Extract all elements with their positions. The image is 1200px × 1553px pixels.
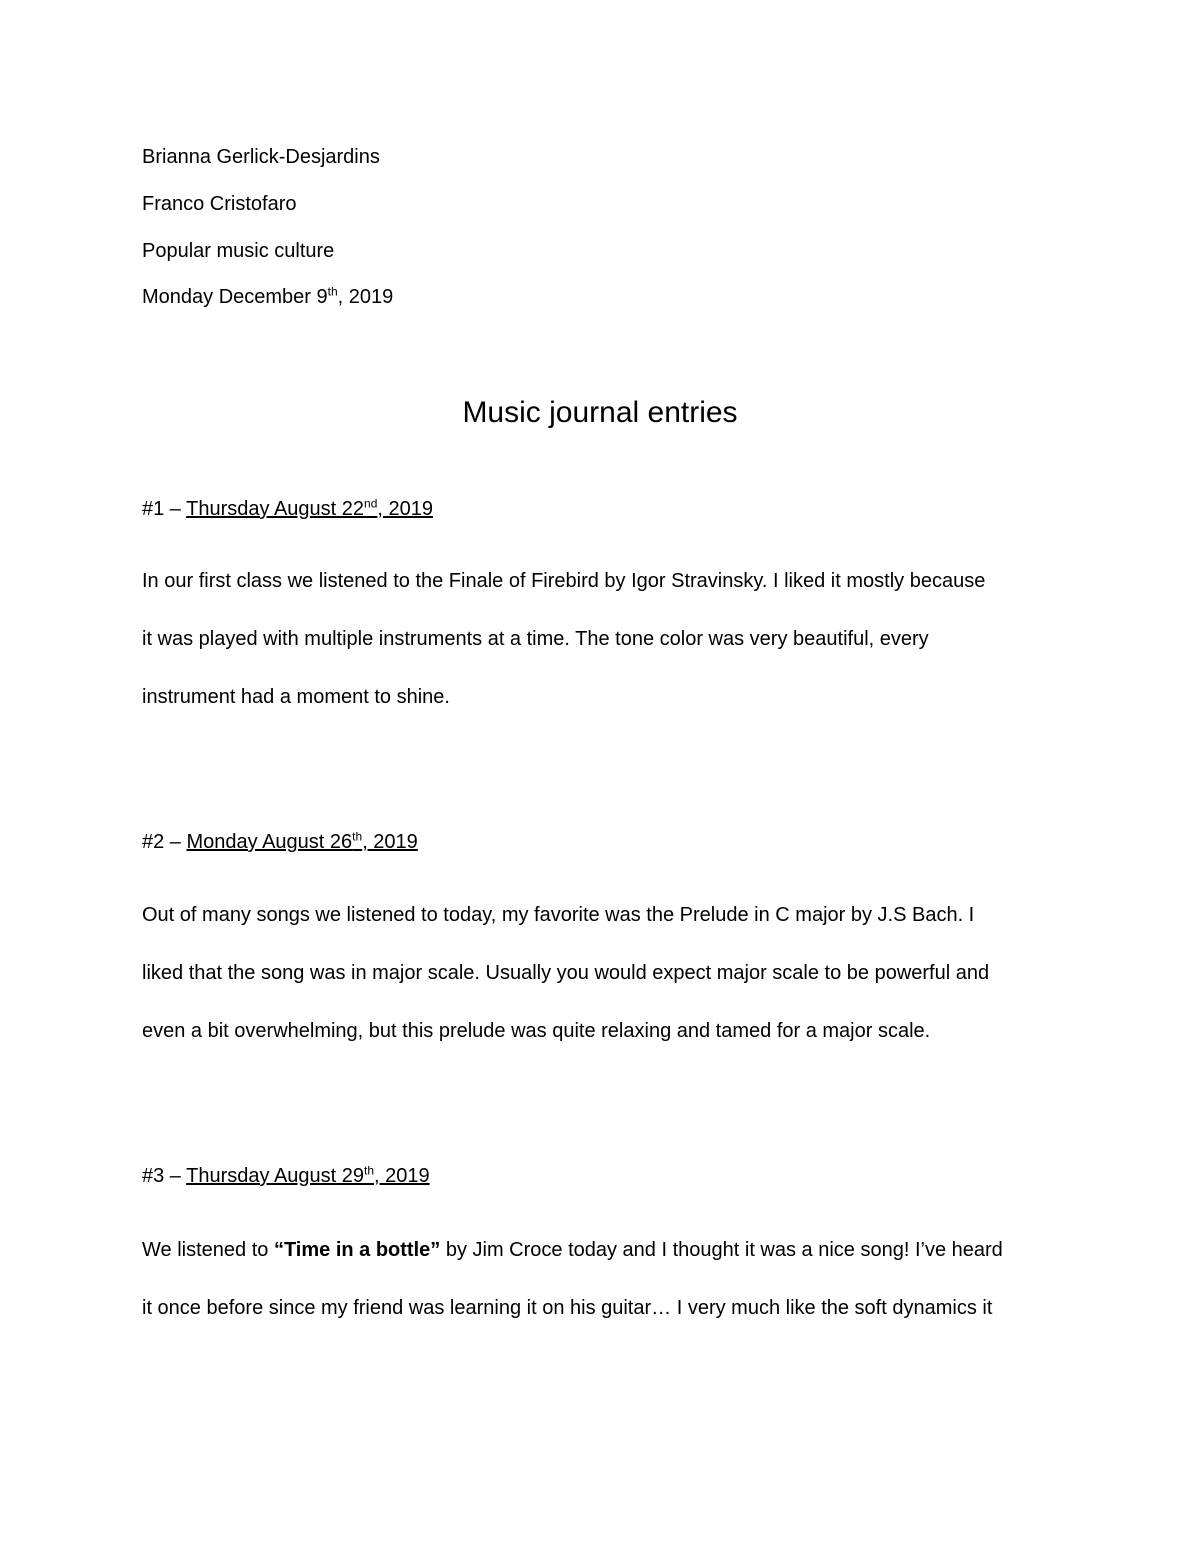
entry-2-line-1: Out of many songs we listened to today, my favorite was the Prelude in C major by J.S Bach. I (142, 904, 975, 926)
entry-number: #1 – (142, 498, 187, 520)
entry-1-line-1: In our first class we listened to the Finale of Firebird by Igor Stravinsky. I liked it mostly because (142, 570, 986, 592)
page-title: Music journal entries (462, 396, 738, 429)
entry-date-main: Thursday August 22 (186, 498, 365, 520)
entry-3-text: We listened to (142, 1239, 274, 1261)
song-title: “Time in a bottle” (273, 1239, 441, 1261)
entry-heading-3 (142, 1164, 430, 1188)
entry-date-year: , 2019 (362, 831, 418, 853)
entry-number: #3 – (142, 1165, 187, 1187)
submission-date-suffix: th (327, 284, 338, 299)
entry-date (186, 831, 417, 853)
entry-heading-2 (142, 830, 418, 854)
teacher-name: Franco Cristofaro (142, 193, 297, 215)
entry-date-suffix: th (364, 1163, 375, 1178)
entry-3-text: by Jim Croce today and I thought it was a nice song! I’ve heard (440, 1239, 1003, 1261)
entry-2-line-3: even a bit overwhelming, but this prelude was quite relaxing and tamed for a major scale. (142, 1020, 931, 1042)
entry-heading-1 (142, 497, 433, 521)
entry-3-line-2: it once before since my friend was learning it on his guitar… I very much like the soft dynamics it (142, 1297, 993, 1319)
entry-1-line-2: it was played with multiple instruments at a time. The tone color was very beautiful, every (142, 628, 929, 650)
course-name: Popular music culture (142, 240, 335, 262)
entry-date-main: Thursday August 29 (186, 1165, 365, 1187)
entry-date-main: Monday August 26 (186, 831, 353, 853)
entry-1-line-3: instrument had a moment to shine. (142, 686, 450, 708)
entry-date-year: , 2019 (377, 498, 433, 520)
entry-date (186, 1165, 430, 1187)
entry-number: #2 – (142, 831, 187, 853)
entry-date-suffix: nd (364, 496, 378, 511)
entry-date (186, 498, 433, 520)
entry-2-line-2: liked that the song was in major scale. Usually you would expect major scale to be powerful and (142, 962, 990, 984)
submission-date-main: Monday December 9 (142, 286, 328, 308)
submission-date (142, 285, 393, 309)
entry-3-line-1 (142, 1238, 1003, 1262)
student-name: Brianna Gerlick-Desjardins (142, 146, 380, 168)
entry-date-suffix: th (352, 829, 363, 844)
entry-date-year: , 2019 (374, 1165, 430, 1187)
submission-date-year: , 2019 (337, 286, 394, 308)
